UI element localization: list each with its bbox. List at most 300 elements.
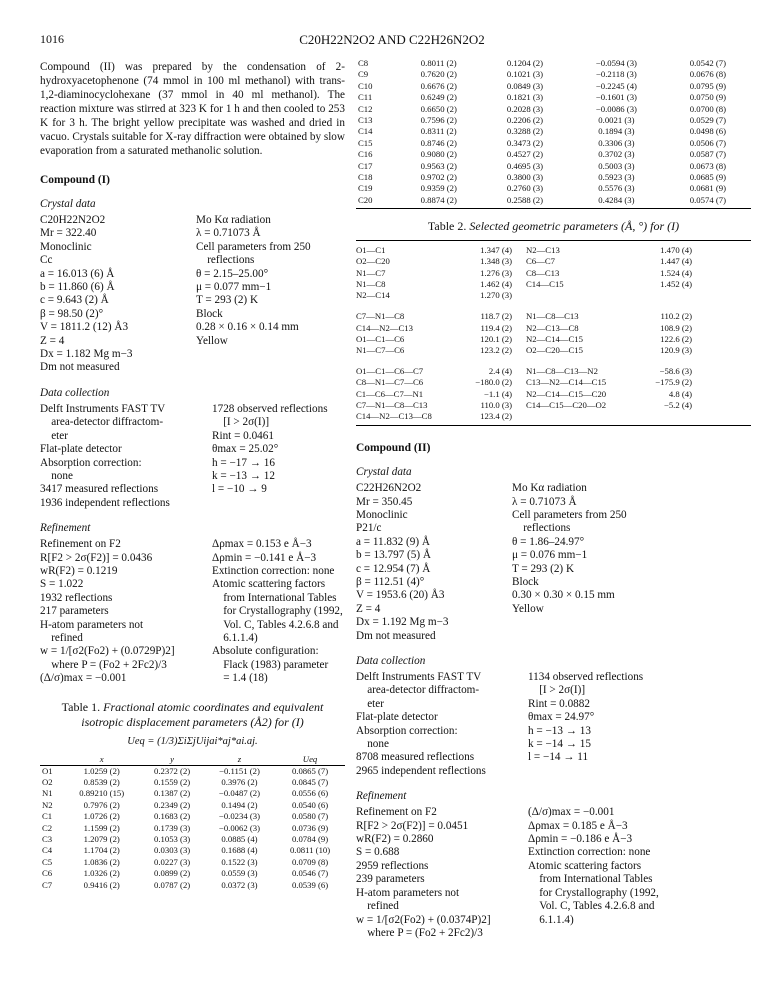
param-left: wR(F2) = 0.1219 <box>40 564 118 577</box>
table-cell: 0.0372 (3) <box>221 879 258 890</box>
geometry-label: N1—C8—C13—N2 <box>526 366 598 377</box>
param-right: Block <box>196 307 223 320</box>
table-cell: 0.0681 (9) <box>689 183 726 194</box>
table-cell: 0.9359 (2) <box>420 183 457 194</box>
geometry-value: 110.2 (2) <box>660 311 692 322</box>
geometry-value: −58.6 (3) <box>659 366 692 377</box>
param-left: eter <box>356 697 384 710</box>
param-left: H-atom parameters not <box>40 618 144 631</box>
geometry-label: C14—N2—C13 <box>356 322 413 333</box>
param-left: w = 1/[σ2(Fo2) + (0.0729P)2] <box>40 645 175 658</box>
table2-bonds <box>356 241 751 301</box>
table-cell: 0.0899 (2) <box>153 868 191 879</box>
table-row <box>356 183 751 194</box>
param-left: H-atom parameters not <box>356 886 460 899</box>
table1-formula: Ueq = (1/3)ΣiΣjUijai*aj*ai.aj. <box>127 735 258 747</box>
param-right: Cell parameters from 250 <box>512 508 627 521</box>
table-cell: 1.1704 (2) <box>83 845 120 856</box>
param-right: h = −13 → 13 <box>528 724 591 737</box>
table-cell: 0.1739 (3) <box>153 822 191 833</box>
intro-paragraph: Compound (II) was prepared by the condensation of 2-hydroxyacetophenone (74 mmol in 100 ml methanol) with trans-1,2-diaminocyclohexane (37 mmol in 40 ml methanol). The reaction mixture was stirred at 323 K for 1 h and then cooled to 253 K for 3 h. The bright yellow precipitate was washed and dried in vacuo. Crystals suitable for X-ray diffraction were obtained by slow evaporation from a saturated methanolic solution. <box>40 61 345 157</box>
table-cell: 0.3976 (2) <box>221 777 258 787</box>
geometry-label: C8—N1—C7—C6 <box>356 377 424 388</box>
geometry-label: C14—N2—C13—C8 <box>356 410 432 421</box>
table-cell: 0.0529 (7) <box>689 115 726 126</box>
table-cell: 0.0506 (7) <box>689 137 726 148</box>
geometry-value: −175.9 (2) <box>655 377 692 388</box>
table-cell: 0.6650 (2) <box>420 103 457 114</box>
param-right: = 1.4 (18) <box>212 672 268 685</box>
table-cell: 0.5576 (3) <box>598 183 635 194</box>
table-cell: 0.0673 (8) <box>689 160 726 171</box>
atom-label: C7 <box>42 879 53 890</box>
param-left: Dx = 1.182 Mg m−3 <box>40 348 133 361</box>
compound-ii-collection-data <box>356 671 751 778</box>
geometry-label: N1—C7 <box>356 267 386 278</box>
atom-label: C13 <box>358 115 373 126</box>
param-left: R[F2 > 2σ(F2)] = 0.0451 <box>356 819 469 832</box>
table-row <box>40 765 345 777</box>
table-cell: 1.1599 (2) <box>83 822 120 833</box>
param-right: Rint = 0.0461 <box>212 429 274 442</box>
geometry-value: 1.462 (4) <box>480 278 512 289</box>
param-left: Cc <box>40 254 53 267</box>
param-right: for Crystallography (1992, <box>212 605 343 618</box>
table-row <box>356 81 751 92</box>
atom-label: C9 <box>358 69 369 80</box>
table1-body <box>40 765 345 891</box>
geometry-label: C7—N1—C8—C13 <box>356 399 428 410</box>
table-cell: 0.0787 (2) <box>153 879 191 890</box>
atom-label: C8 <box>358 58 369 68</box>
table-cell: 0.0885 (4) <box>221 834 258 845</box>
atom-label: O2 <box>42 777 53 787</box>
param-right: k = −13 → 12 <box>212 469 275 482</box>
table-cell: 1.0259 (2) <box>83 765 120 776</box>
param-right: Rint = 0.0882 <box>528 697 590 710</box>
geometry-value: −5.2 (4) <box>663 399 692 410</box>
running-head: C20H22N2O2 AND C22H26N2O2 <box>299 32 485 47</box>
table-cell: 0.1683 (2) <box>153 811 191 822</box>
atom-label: C6 <box>42 868 53 879</box>
param-left: S = 0.688 <box>356 846 400 859</box>
param-left: b = 11.860 (6) Å <box>40 281 115 294</box>
table-cell: 0.2760 (3) <box>506 183 544 194</box>
param-right: Δρmin = −0.141 e Å−3 <box>212 551 317 564</box>
atom-label: C4 <box>42 845 53 856</box>
table-cell: −0.0594 (3) <box>595 58 637 68</box>
compound-ii-heading: Compound (II) <box>356 442 431 455</box>
column-header: y <box>140 753 204 766</box>
param-right <box>196 348 345 361</box>
geometry-value: 108.9 (2) <box>660 322 692 333</box>
compound-ii-refinement-data <box>356 806 751 940</box>
param-left: β = 98.50 (2)° <box>40 307 104 320</box>
table2-label: Table 2. <box>427 219 467 234</box>
param-left: Absorption correction: <box>356 724 458 737</box>
table-cell: −0.2118 (3) <box>596 69 637 80</box>
atom-label: C20 <box>358 194 373 205</box>
table1-continued <box>356 58 751 206</box>
table-cell: 0.1894 (3) <box>598 126 635 137</box>
param-left: none <box>356 738 389 751</box>
geometry-label: N1—C8—C13 <box>526 311 579 322</box>
param-left: refined <box>40 631 83 644</box>
param-left: 8708 measured reflections <box>356 751 475 764</box>
atom-label: C1 <box>42 811 53 822</box>
param-left: Refinement on F2 <box>40 538 121 551</box>
table1-caption <box>40 700 345 730</box>
right-column <box>356 58 751 940</box>
geometry-label: O1—C1 <box>356 245 386 256</box>
table-row <box>356 161 751 172</box>
param-left: Refinement on F2 <box>356 806 437 819</box>
param-right: [I > 2σ(I)] <box>528 684 586 697</box>
geometry-value: 123.4 (2) <box>480 410 512 421</box>
param-right: reflections <box>512 522 571 535</box>
compound-ii-collection-heading: Data collection <box>356 655 426 667</box>
table-cell: 0.0685 (9) <box>689 172 726 183</box>
geometry-label: N2—C14—C15 <box>526 333 583 344</box>
left-column <box>40 60 345 891</box>
table-row <box>40 834 345 845</box>
table-cell: 0.0784 (9) <box>291 834 329 845</box>
table-cell: −0.1601 (3) <box>595 92 637 103</box>
table-cell: 0.3473 (2) <box>506 137 544 148</box>
param-right: Atomic scattering factors <box>212 578 326 591</box>
param-left: 1936 independent reflections <box>40 496 170 509</box>
param-right: μ = 0.076 mm−1 <box>512 549 588 562</box>
geometry-value: 1.470 (4) <box>660 245 692 256</box>
param-right: Yellow <box>512 602 544 615</box>
param-left: Absorption correction: <box>40 456 142 469</box>
param-right: Δρmax = 0.153 e Å−3 <box>212 538 312 551</box>
table-cell: 1.0726 (2) <box>83 811 120 822</box>
table-cell: 0.0303 (3) <box>153 845 191 856</box>
table-cell: 0.3288 (2) <box>506 126 544 137</box>
table2-caption <box>356 219 751 234</box>
table-cell: 0.1559 (2) <box>153 777 191 787</box>
table-cell: 1.0836 (2) <box>83 856 120 867</box>
param-right: 6.1.1.4) <box>528 913 574 926</box>
param-right: reflections <box>196 254 255 267</box>
table-cell: 0.89210 (15) <box>79 788 125 799</box>
param-right: λ = 0.71073 Å <box>512 495 577 508</box>
table-cell: −0.0487 (2) <box>218 788 261 799</box>
param-right: 0.30 × 0.30 × 0.15 mm <box>512 589 615 602</box>
table1-end-rule <box>356 208 751 209</box>
param-left: Z = 4 <box>356 602 381 615</box>
geometry-label: C14—C15—C20—O2 <box>526 399 607 410</box>
param-right: Cell parameters from 250 <box>196 240 311 253</box>
table-cell: 0.9563 (2) <box>420 160 457 171</box>
param-left: Flat-plate detector <box>40 443 122 456</box>
param-right: Extinction correction: none <box>528 846 651 859</box>
atom-label: C5 <box>42 856 53 867</box>
table-cell: 0.1387 (2) <box>153 788 191 799</box>
param-right: Mo Kα radiation <box>512 482 587 495</box>
geometry-label: C8—C13 <box>526 267 560 278</box>
atom-label: C12 <box>358 103 373 114</box>
table-row <box>40 823 345 834</box>
atom-label: N2 <box>42 799 53 810</box>
compound-i-heading: Compound (I) <box>40 174 110 186</box>
geometry-label: N2—C14 <box>356 290 390 301</box>
geometry-value: 4.8 (4) <box>668 388 692 399</box>
table-cell: 0.9080 (2) <box>420 149 457 160</box>
table-cell: 0.8011 (2) <box>420 58 457 68</box>
geometry-label: O2—C20—C15 <box>526 344 583 355</box>
param-right: μ = 0.077 mm−1 <box>196 281 272 294</box>
table1 <box>40 753 345 891</box>
param-left: Monoclinic <box>356 508 408 521</box>
table-cell: 0.8746 (2) <box>420 137 457 148</box>
compound-i-collection-heading: Data collection <box>40 386 110 399</box>
param-right: Block <box>512 575 539 588</box>
geometry-value: 119.4 (2) <box>480 322 512 333</box>
geometry-value: −1.1 (4) <box>483 388 512 399</box>
param-right: T = 293 (2) K <box>512 562 575 575</box>
param-left: a = 16.013 (6) Å <box>40 267 115 280</box>
param-right: λ = 0.71073 Å <box>196 227 261 240</box>
param-left: V = 1953.6 (20) Å3 <box>356 589 445 602</box>
table-cell: 0.6249 (2) <box>420 92 457 103</box>
param-left: w = 1/[σ2(Fo2) + (0.0374P)2] <box>356 913 491 926</box>
param-left: C20H22N2O2 <box>40 214 106 226</box>
param-right: θmax = 24.97° <box>528 711 595 724</box>
table-row <box>356 104 751 115</box>
table-cell: 0.3800 (3) <box>506 172 544 183</box>
param-left: Delft Instruments FAST TV <box>40 402 166 415</box>
geometry-value: 122.6 (2) <box>660 333 692 344</box>
table-row <box>40 880 345 891</box>
table-row <box>356 172 751 183</box>
param-left: (Δ/σ)max = −0.001 <box>40 672 127 685</box>
param-left: eter <box>40 429 68 442</box>
table-cell: 0.4527 (2) <box>506 149 544 160</box>
param-right: θ = 1.86–24.97° <box>512 535 585 548</box>
atom-label: C16 <box>358 149 373 160</box>
param-left: a = 11.832 (9) Å <box>356 535 430 548</box>
geometry-label <box>526 411 626 422</box>
param-left: Delft Instruments FAST TV <box>356 671 482 683</box>
table-cell: 0.9702 (2) <box>420 172 457 183</box>
compound-ii-crystal-data <box>356 482 751 643</box>
param-left: c = 12.954 (7) Å <box>356 562 431 575</box>
compound-ii-crystal-heading: Crystal data <box>356 466 412 479</box>
param-left: Monoclinic <box>40 240 92 253</box>
table-cell: 0.5003 (3) <box>598 160 635 171</box>
table2-bottom-rule <box>356 425 751 426</box>
column-header: z <box>204 753 275 766</box>
column-header <box>40 753 63 766</box>
table-cell: 0.0849 (3) <box>506 80 544 91</box>
table-cell: 0.1522 (3) <box>221 856 258 867</box>
atom-label: C3 <box>42 834 53 845</box>
geometry-value: 123.2 (2) <box>480 344 512 355</box>
table-cell: −0.1151 (2) <box>219 765 260 776</box>
param-left: 1932 reflections <box>40 591 113 604</box>
table-cell: −0.0086 (3) <box>595 103 637 114</box>
geometry-value: 1.524 (4) <box>660 267 692 278</box>
param-right: 1728 observed reflections <box>212 402 328 415</box>
param-left: Dx = 1.192 Mg m−3 <box>356 616 449 629</box>
table-cell: 0.3306 (3) <box>598 137 635 148</box>
param-left: β = 112.51 (4)° <box>356 575 425 588</box>
table-cell: 0.8539 (2) <box>83 777 120 787</box>
param-left: 2959 reflections <box>356 859 429 872</box>
param-right <box>512 630 751 643</box>
geometry-value: −180.0 (2) <box>475 377 512 388</box>
table-cell: 0.8874 (2) <box>420 194 457 205</box>
table-cell: 0.0574 (7) <box>689 194 726 205</box>
geometry-label: N1—C8 <box>356 278 386 289</box>
geometry-value: 1.347 (4) <box>480 245 512 256</box>
param-right: from International Tables <box>528 873 653 886</box>
geometry-value: 1.452 (4) <box>660 278 692 289</box>
param-left: Flat-plate detector <box>356 711 438 724</box>
param-right: Δρmax = 0.185 e Å−3 <box>528 819 628 832</box>
table-cell: −0.0062 (3) <box>218 822 261 833</box>
atom-label: C19 <box>358 183 373 194</box>
param-right: Absolute configuration: <box>212 645 319 658</box>
geometry-label: N1—C7—C6 <box>356 344 405 355</box>
geometry-label: C6—C7 <box>526 256 555 267</box>
geometry-value: 118.7 (2) <box>480 311 512 322</box>
param-right <box>196 361 345 374</box>
table-cell: 0.7976 (2) <box>83 799 120 810</box>
table-cell: 0.0676 (8) <box>689 69 726 80</box>
param-right <box>528 765 751 778</box>
column-header: x <box>63 753 140 766</box>
param-right: θ = 2.15–25.00° <box>196 267 269 280</box>
param-left: 3417 measured reflections <box>40 483 159 496</box>
table-cell: 0.0587 (7) <box>689 149 726 160</box>
geometry-value: 1.270 (3) <box>480 290 512 301</box>
param-right: Vol. C, Tables 4.2.6.8 and <box>212 618 339 631</box>
table-cell: 0.1053 (3) <box>153 834 191 845</box>
param-right: Yellow <box>196 334 228 347</box>
param-left: V = 1811.2 (12) Å3 <box>40 321 129 334</box>
param-right: Mo Kα radiation <box>196 214 271 226</box>
geometry-value: 1.447 (4) <box>660 256 692 267</box>
geometry-value: 1.276 (3) <box>480 267 512 278</box>
geometry-label: C7—N1—C8 <box>356 311 405 322</box>
param-right: for Crystallography (1992, <box>528 886 659 899</box>
param-right: Δρmin = −0.186 e Å−3 <box>528 833 633 846</box>
param-left: C22H26N2O2 <box>356 482 422 495</box>
atom-label: C2 <box>42 822 53 833</box>
table-cell: 0.0865 (7) <box>291 765 329 776</box>
atom-label: C10 <box>358 80 373 91</box>
table-row <box>356 115 751 126</box>
param-left: R[F2 > 2σ(F2)] = 0.0436 <box>40 551 153 564</box>
param-left: c = 9.643 (2) Å <box>40 294 109 307</box>
param-right: 0.28 × 0.16 × 0.14 mm <box>196 321 299 334</box>
table-cell: 1.0326 (2) <box>83 868 120 879</box>
table-cell: 0.0498 (6) <box>689 126 726 137</box>
param-left: area-detector diffractom- <box>356 684 480 697</box>
table-cell: 0.1821 (3) <box>506 92 544 103</box>
table-cell: 0.7596 (2) <box>420 115 457 126</box>
param-right: θmax = 25.02° <box>212 443 279 456</box>
atom-label: C18 <box>358 172 373 183</box>
table-row <box>356 92 751 103</box>
param-right <box>512 616 751 629</box>
table-cell: 0.4695 (3) <box>506 160 544 171</box>
table-cell: 0.0546 (7) <box>291 868 329 879</box>
table-cell: 0.0736 (9) <box>291 822 329 833</box>
geometry-value <box>626 411 706 422</box>
param-left: where P = (Fo2 + 2Fc2)/3 <box>356 926 483 939</box>
param-right: l = −14 → 11 <box>528 751 589 764</box>
table2-torsions <box>356 362 751 422</box>
geometry-label: O2—C20 <box>356 256 390 267</box>
table-row <box>356 69 751 80</box>
table-cell: 0.0845 (7) <box>291 777 329 787</box>
param-right <box>528 927 751 940</box>
param-left: Z = 4 <box>40 334 65 347</box>
param-right: l = −10 → 9 <box>212 483 267 496</box>
atom-label: C15 <box>358 137 373 148</box>
param-left: b = 13.797 (5) Å <box>356 549 431 562</box>
table1-continued-body <box>356 58 751 206</box>
table-cell: 0.0542 (7) <box>689 58 726 68</box>
table-cell: 0.7620 (2) <box>420 69 457 80</box>
geometry-label: N2—C13 <box>526 245 560 256</box>
table1-title: Fractional atomic coordinates and equivalent isotropic displacement parameters (Å2) for (I) <box>81 699 324 729</box>
table-cell: 0.2028 (3) <box>506 103 544 114</box>
table-cell: 0.2372 (2) <box>153 765 191 776</box>
param-left: 2965 independent reflections <box>356 764 486 777</box>
table-cell: 0.1021 (3) <box>506 69 544 80</box>
param-left: 217 parameters <box>40 605 109 618</box>
table-cell: 0.2349 (2) <box>153 799 191 810</box>
table2-title: Selected geometric parameters (Å, °) for (I) <box>469 219 680 234</box>
table-cell: 0.3702 (3) <box>598 149 635 160</box>
geometry-label: O1—C1—C6 <box>356 333 405 344</box>
compound-i-refinement-heading: Refinement <box>40 522 91 535</box>
param-left: refined <box>356 900 399 913</box>
table-cell: −0.0234 (3) <box>218 811 261 822</box>
table-row <box>40 788 345 799</box>
table-cell: 0.0750 (9) <box>689 92 726 103</box>
geometry-value: 120.1 (2) <box>480 333 512 344</box>
param-right: 6.1.1.4) <box>212 631 258 644</box>
page-number: 1016 <box>40 32 64 46</box>
geometry-label: N2—C13—C8 <box>526 322 579 333</box>
table-row <box>356 58 751 69</box>
table1-label: Table 1. <box>61 699 101 714</box>
table-row <box>356 149 751 160</box>
table-row <box>40 811 345 822</box>
atom-label: C17 <box>358 160 373 171</box>
atom-label: C11 <box>358 92 373 103</box>
atom-label: C14 <box>358 126 373 137</box>
table-row <box>40 868 345 879</box>
param-right: from International Tables <box>212 591 337 604</box>
table-cell: 0.0540 (6) <box>291 799 329 810</box>
param-right: h = −17 → 16 <box>212 456 275 469</box>
table-cell: 0.0539 (6) <box>291 879 329 890</box>
table-row <box>40 800 345 811</box>
table-cell: 0.0021 (3) <box>598 115 635 126</box>
geometry-label: O1—C1—C6—C7 <box>356 366 424 377</box>
table-cell: 0.1494 (2) <box>221 799 258 810</box>
geometry-value: 120.9 (3) <box>660 344 692 355</box>
param-right: k = −14 → 15 <box>528 738 591 751</box>
param-left: area-detector diffractom- <box>40 416 164 429</box>
